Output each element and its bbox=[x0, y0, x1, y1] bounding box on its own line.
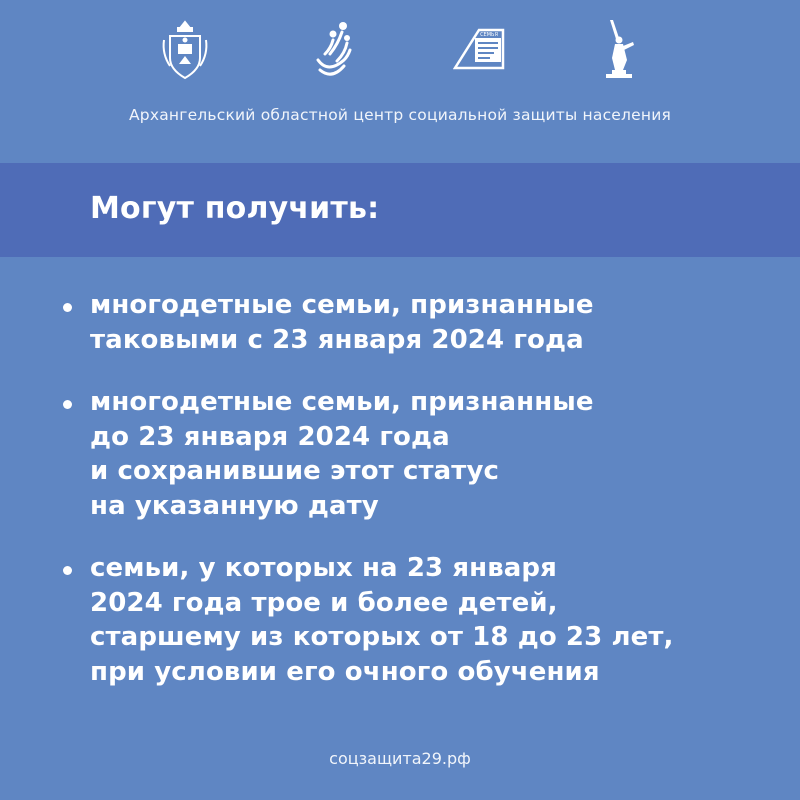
title-band bbox=[0, 163, 800, 257]
coat-of-arms-icon bbox=[160, 18, 210, 88]
item-line: многодетные семьи, признанные bbox=[90, 387, 594, 417]
item-line: при условии его очного обучения bbox=[90, 656, 600, 687]
national-project-icon bbox=[453, 18, 505, 88]
project-label: СЕМЬЯ bbox=[480, 32, 498, 38]
item-line: старшему из которых от 18 до 23 лет, bbox=[90, 622, 674, 652]
bullet-icon bbox=[63, 566, 72, 575]
item-line: и сохранившие этот статус bbox=[90, 456, 500, 486]
website-link[interactable]: соцзащита29.рф bbox=[329, 749, 471, 768]
page-title: Могут получить: bbox=[90, 191, 380, 226]
list-item bbox=[0, 385, 800, 523]
eligibility-list bbox=[0, 288, 800, 717]
item-line: таковыми с 23 января 2024 года bbox=[90, 324, 584, 355]
organization-name: Архангельский областной центр социальной защиты населения bbox=[128, 106, 672, 124]
list-item bbox=[0, 551, 800, 689]
family-icon bbox=[312, 18, 358, 88]
item-line: на указанную дату bbox=[90, 490, 379, 521]
bullet-icon bbox=[63, 303, 72, 312]
list-item bbox=[0, 288, 800, 357]
logo-row bbox=[0, 18, 800, 88]
item-line: семьи, у которых на 23 января bbox=[90, 553, 557, 583]
item-line: 2024 года трое и более детей, bbox=[90, 587, 558, 618]
item-line: многодетные семьи, признанные bbox=[90, 290, 594, 320]
bullet-icon bbox=[63, 400, 72, 409]
item-line: до 23 января 2024 года bbox=[90, 421, 450, 452]
monument-icon bbox=[598, 18, 638, 88]
